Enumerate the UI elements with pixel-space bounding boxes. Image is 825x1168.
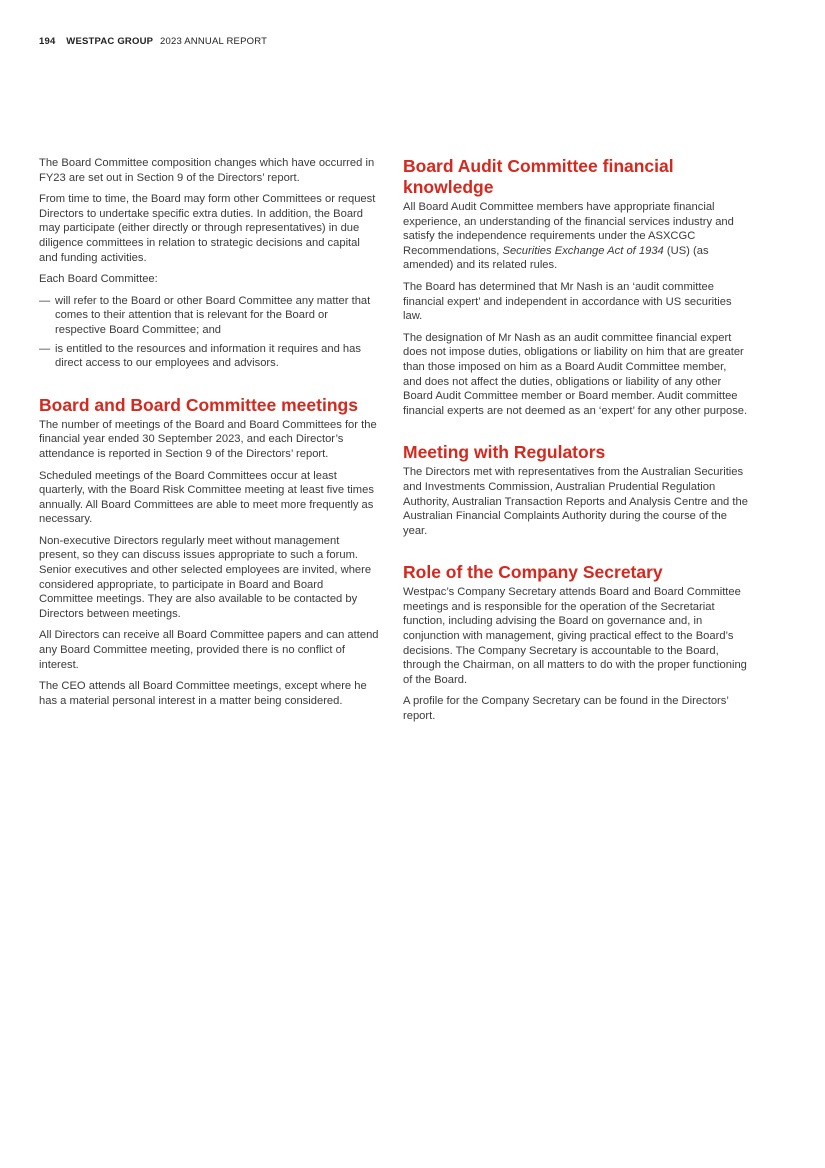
meetings-paragraph-1: The number of meetings of the Board and Board Committees for the financial year ended 30 September 2023, and each Director’s attendance is reported in Section 9 of the Directors’ report. (39, 418, 377, 460)
regulators-heading: Meeting with Regulators (403, 442, 606, 463)
meetings-paragraph-2: Scheduled meetings of the Board Committees occur at least quarterly, with the Board Risk Committee meeting at least five times annually. All Board Committees are able to meet more frequently as necessary. (39, 469, 374, 526)
intro-paragraph-2: From time to time, the Board may form other Committees or request Directors to undertake specific extra duties. In addition, the Board may participate (either directly or through representatives) in due diligence committees in relation to strategic decisions and capital and funding activities. (39, 193, 376, 264)
intro-paragraph-3: Each Board Committee: (39, 273, 158, 286)
page-header (39, 36, 267, 47)
brand-name: WESTPAC GROUP (66, 36, 154, 47)
list-item (39, 294, 379, 338)
list-item-text: will refer to the Board or other Board Committee any matter that comes to their attention that is relevant for the Board or respective Board Committee; and (55, 294, 371, 336)
meetings-paragraph-3: Non-executive Directors regularly meet without management present, so they can discuss issues appropriate to such a forum. Senior executives and other selected employees are invited, where considered appropriate, to participate in Board and Board Committee meetings. They are also available to be contacted by Directors between meetings. (39, 534, 372, 620)
regulators-paragraph: The Directors met with representatives from the Australian Securities and Investments Commission, Australian Prudential Regulation Authority, Australian Transaction Reports and Analysis Centre and the Australian Financial Complaints Authority during the course of the year. (403, 466, 748, 537)
list-item-text: is entitled to the resources and information it requires and has direct access to our employees and advisors. (55, 342, 361, 370)
secretary-paragraph-1: Westpac’s Company Secretary attends Board and Board Committee meetings and is responsible for the operation of the Secretariat function, including advising the Board on governance and, in conjunction with management, giving practical effect to the Board’s decisions. The Company Secretary is accountable to the Board, through the Chairman, on all matters to do with the proper functioning of the Board. (403, 586, 747, 686)
meetings-paragraph-4: All Directors can receive all Board Committee papers and can attend any Board Committee meeting, provided there is no conflict of interest. (39, 629, 379, 671)
page-number: 194 (39, 36, 56, 47)
audit-p1-act-title: Securities Exchange Act of 1934 (502, 244, 664, 257)
committee-duties-list (39, 294, 379, 371)
audit-p1-end: (US) (as amended) and its related rules. (403, 244, 709, 272)
secretary-heading: Role of the Company Secretary (403, 562, 663, 583)
meetings-heading: Board and Board Committee meetings (39, 394, 358, 415)
dash-bullet: — (39, 294, 51, 307)
intro-paragraph-1: The Board Committee composition changes which have occurred in FY23 are set out in Section 9 of the Directors’ report. (39, 157, 375, 184)
audit-paragraph-2: The Board has determined that Mr Nash is an ‘audit committee financial expert’ and independent in accordance with US securities law. (403, 280, 732, 323)
audit-p1-start: All Board Audit Committee members have appropriate financial experience, an understanding of the financial services industry and satisfy the independence requirements under the ASXCGC Recommendations, (403, 201, 734, 257)
audit-paragraph-1 (403, 200, 748, 273)
report-title: 2023 ANNUAL REPORT (160, 36, 268, 47)
list-item (39, 342, 379, 371)
secretary-paragraph-2: A profile for the Company Secretary can be found in the Directors’ report. (403, 695, 729, 723)
left-column (39, 156, 379, 715)
dash-bullet: — (39, 342, 51, 355)
audit-heading: Board Audit Committee financial knowledge (403, 156, 674, 197)
audit-paragraph-3: The designation of Mr Nash as an audit committee financial expert does not impose duties, obligations or liability on him that are greater than those imposed on him as a Board Audit Committee member, and does not affect the duties, obligations or liability of any other Board Audit Committee member or Board member. Audit committee financial experts are not deemed as an ‘expert’ for any other purpose. (403, 331, 748, 417)
right-column (403, 156, 748, 731)
meetings-paragraph-5: The CEO attends all Board Committee meetings, except where he has a material personal interest in a matter being considered. (39, 680, 367, 707)
